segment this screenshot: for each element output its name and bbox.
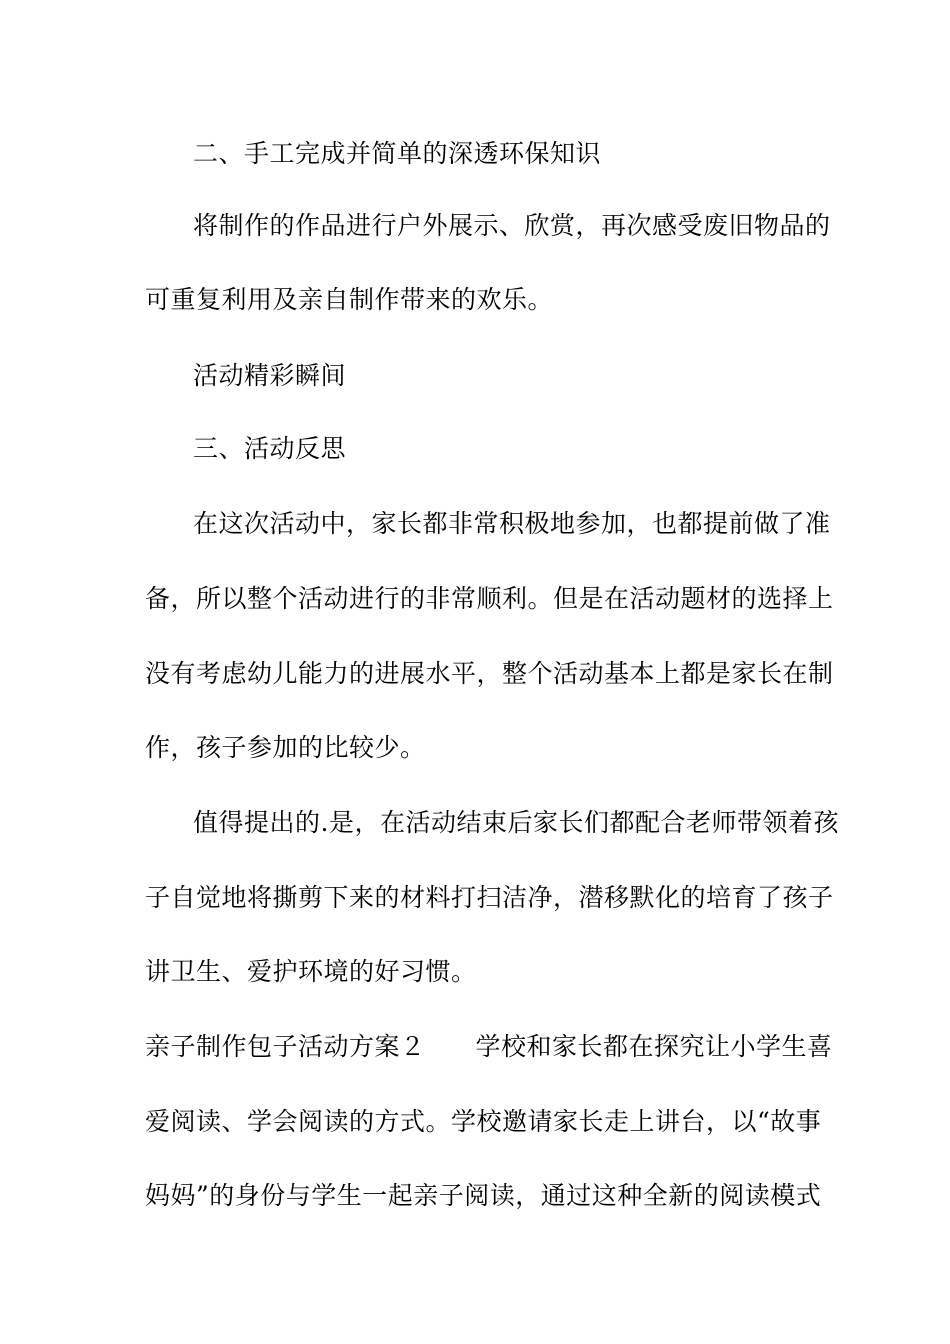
paragraph-line: 在这次活动中，家长都非常积极地参加，也都提前做了准 bbox=[193, 509, 831, 538]
paragraph-line: 值得提出的.是，在活动结束后家长们都配合老师带领着孩 bbox=[193, 808, 839, 837]
paragraph-line: 妈妈”的身份与学生一起亲子阅读，通过这种全新的阅读模式 bbox=[145, 1181, 822, 1210]
heading-environmental-knowledge: 二、手工完成并简单的深透环保知识 bbox=[193, 139, 602, 168]
paragraph-line: 子自觉地将撕剪下来的材料打扫洁净，潜移默化的培育了孩子 bbox=[145, 883, 834, 912]
paragraph-start: 学校和家长都在探究让小学生喜 bbox=[475, 1032, 833, 1061]
heading-activity-reflection: 三、活动反思 bbox=[193, 434, 347, 463]
paragraph-line: 备，所以整个活动进行的非常顺利。但是在活动题材的选择上 bbox=[145, 584, 834, 613]
section-heading: 亲子制作包子活动方案２ bbox=[145, 1032, 426, 1061]
paragraph-line: 讲卫生、爱护环境的好习惯。 bbox=[145, 957, 477, 986]
heading-activity-moments: 活动精彩瞬间 bbox=[193, 361, 347, 390]
paragraph-line: 爱阅读、学会阅读的方式。学校邀请家长走上讲台，以“故事 bbox=[145, 1107, 822, 1136]
paragraph-line: 可重复利用及亲自制作带来的欢乐。 bbox=[145, 285, 554, 314]
section-heading-line bbox=[145, 1031, 833, 1063]
paragraph-line: 作，孩子参加的比较少。 bbox=[145, 733, 426, 762]
paragraph-line: 将制作的作品进行户外展示、欣赏，再次感受废旧物品的 bbox=[193, 211, 831, 240]
paragraph-line: 没有考虑幼儿能力的进展水平，整个活动基本上都是家长在制 bbox=[145, 659, 834, 688]
